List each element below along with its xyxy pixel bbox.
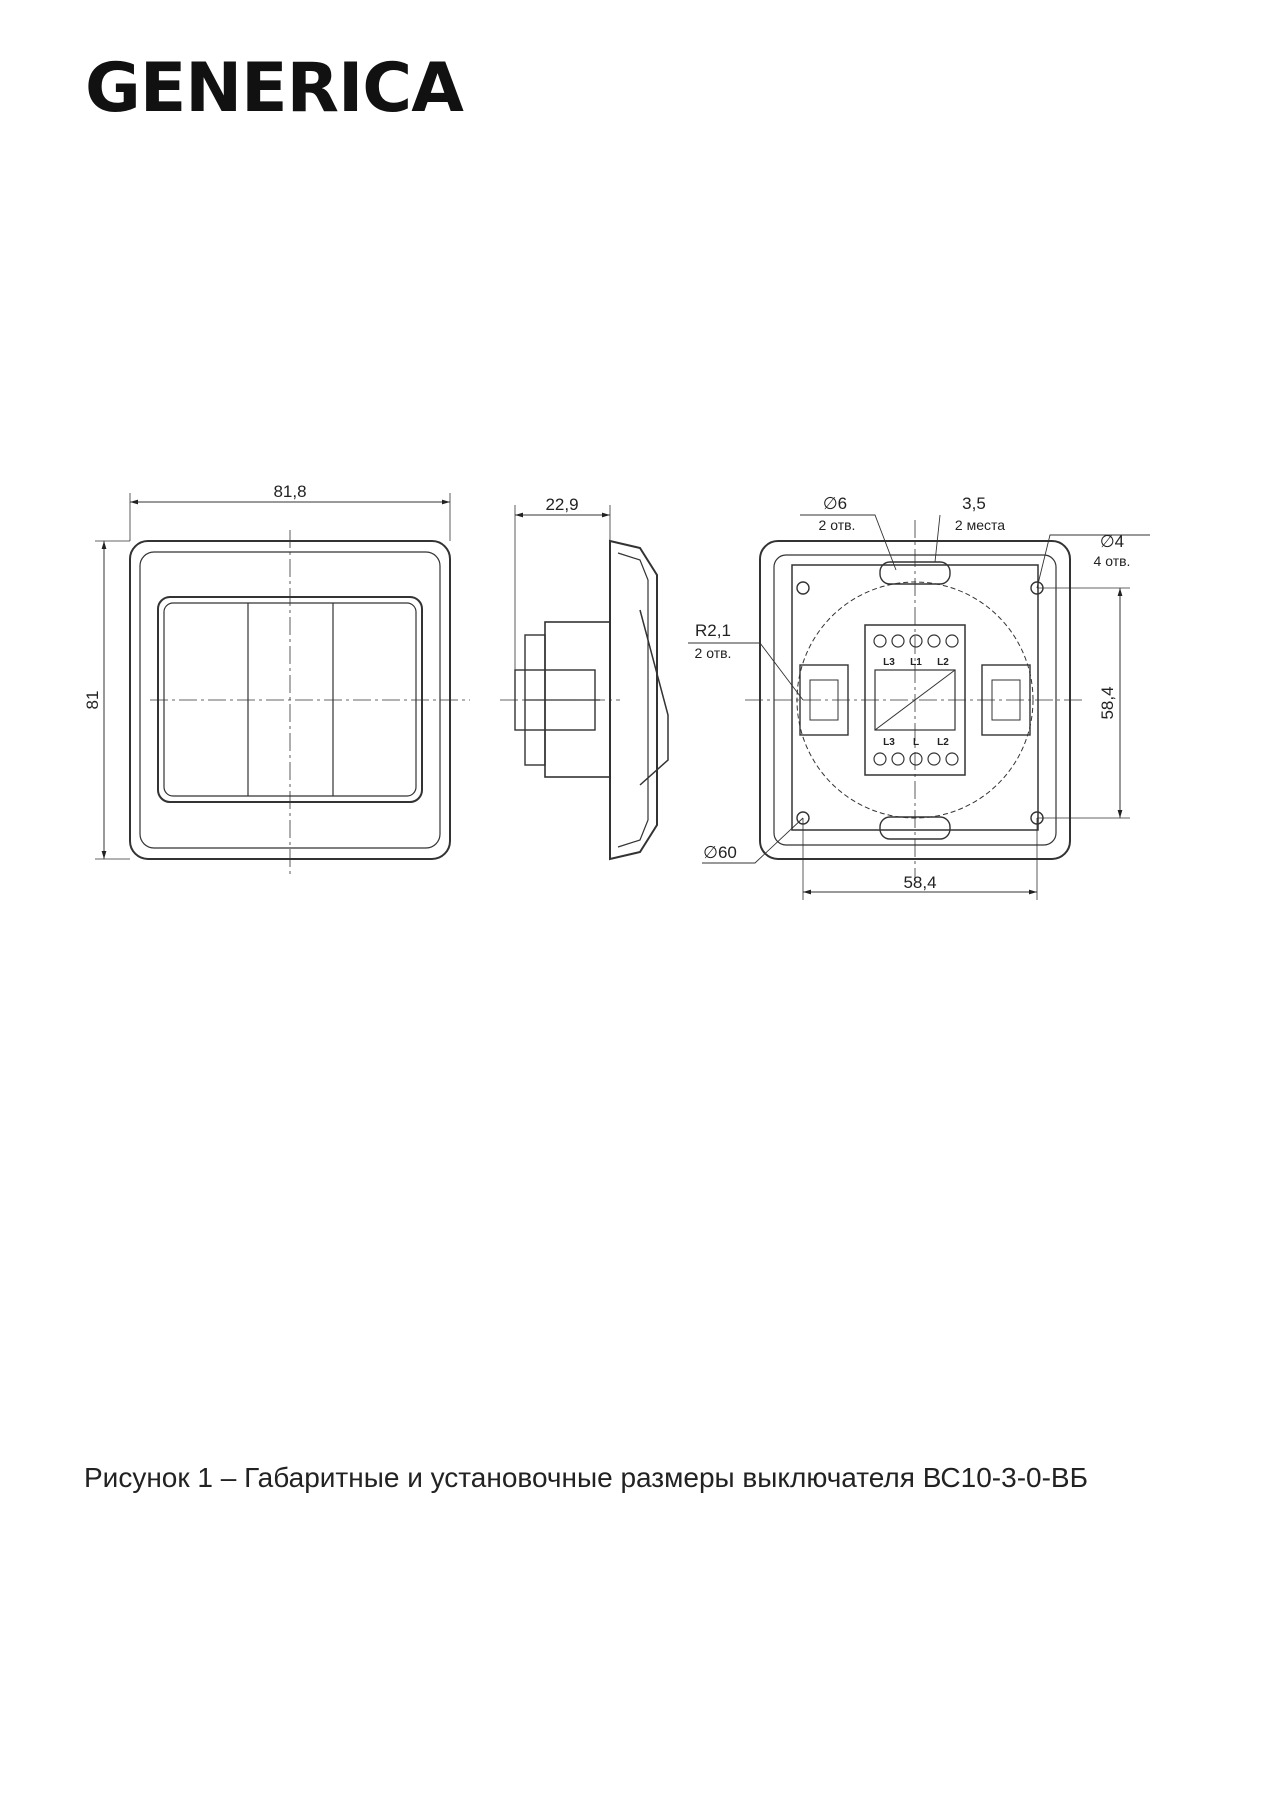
- brand-logo: GENERICA: [85, 49, 463, 128]
- front-view: [95, 493, 470, 875]
- terminal-label: L3: [883, 657, 895, 668]
- hole-d4-note: 4 отв.: [1093, 553, 1131, 569]
- side-depth-label: 22,9: [545, 495, 579, 514]
- spacing-v-label: 58,4: [1098, 686, 1117, 720]
- slot-label: 3,5: [962, 494, 986, 513]
- terminal-label: L3: [883, 737, 895, 748]
- front-width-label: 81,8: [273, 482, 307, 501]
- figure-caption: Рисунок 1 – Габаритные и установочные размеры выключателя ВС10-3-0-ВБ: [84, 1462, 1088, 1493]
- radius-label: R2,1: [695, 621, 731, 640]
- terminal-label: L2: [937, 657, 949, 668]
- hole-d6-label: ∅6: [822, 494, 848, 513]
- technical-drawing: [0, 460, 1280, 920]
- front-height-label: 81: [83, 690, 102, 710]
- radius-note: 2 отв.: [694, 645, 732, 661]
- terminal-label: L2: [937, 737, 949, 748]
- terminal-label: L1: [910, 657, 922, 668]
- spacing-h-label: 58,4: [903, 873, 937, 892]
- side-rocker: [640, 610, 668, 785]
- hole-d4-label: ∅4: [1099, 532, 1125, 551]
- side-view: [500, 505, 668, 859]
- circle-label: ∅60: [703, 843, 737, 862]
- terminal-label: L: [912, 737, 920, 748]
- slot-note: 2 места: [954, 517, 1006, 533]
- hole-d6-note: 2 отв.: [818, 517, 856, 533]
- hole-top-left: [797, 582, 809, 594]
- rear-view: [688, 515, 1150, 900]
